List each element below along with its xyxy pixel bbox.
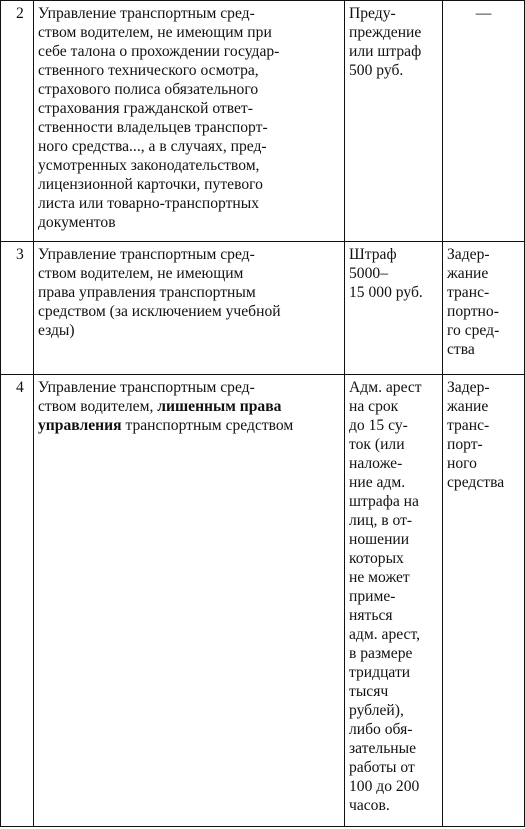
row-number: 3 bbox=[1, 242, 34, 375]
offense-description bbox=[34, 375, 345, 827]
table-row bbox=[1, 242, 525, 375]
description-text: Управление транспортным сред- ством водителем, bbox=[38, 379, 255, 415]
penalty-cell: Преду- преждение или штраф 500 руб. bbox=[345, 1, 443, 242]
offense-description: Управление транспортным сред- ством водителем, не имеющим при себе талона о прохождении государ- ственного технического осмотра, страхового полиса обязательного страхования гражданской ответ- ственности владельцев транспорт- ного средства..., а в случаях, пред- усмотренных законодательством, лицензионной карточки, путевого листа или товарно-транспортных документов bbox=[34, 1, 345, 242]
description-text-end: транспортным средством bbox=[121, 417, 294, 434]
consequence-cell: Задер- жание транс- порт- ного средства bbox=[443, 375, 525, 827]
consequence-cell: Задер- жание транс- портно- го сред- ства bbox=[443, 242, 525, 375]
table-row bbox=[1, 375, 525, 827]
table-row bbox=[1, 1, 525, 242]
row-number: 2 bbox=[1, 1, 34, 242]
description-bold-text: лишенным права управления bbox=[38, 398, 282, 434]
penalty-cell: Штраф 5000– 15 000 руб. bbox=[345, 242, 443, 375]
offense-description: Управление транспортным сред- ством водителем, не имеющим права управления транспортным средством (за исключением учебной езды) bbox=[34, 242, 345, 375]
row-number: 4 bbox=[1, 375, 34, 827]
consequence-cell: — bbox=[443, 1, 525, 242]
penalty-cell: Адм. арест на срок до 15 су- ток (или наложе- ние адм. штрафа на лиц, в от- ношении которых не может приме- няться адм. арест, в размере тридцати тысяч рублей), либо обя- зательные работы от 100 до 200 часов. bbox=[345, 375, 443, 827]
